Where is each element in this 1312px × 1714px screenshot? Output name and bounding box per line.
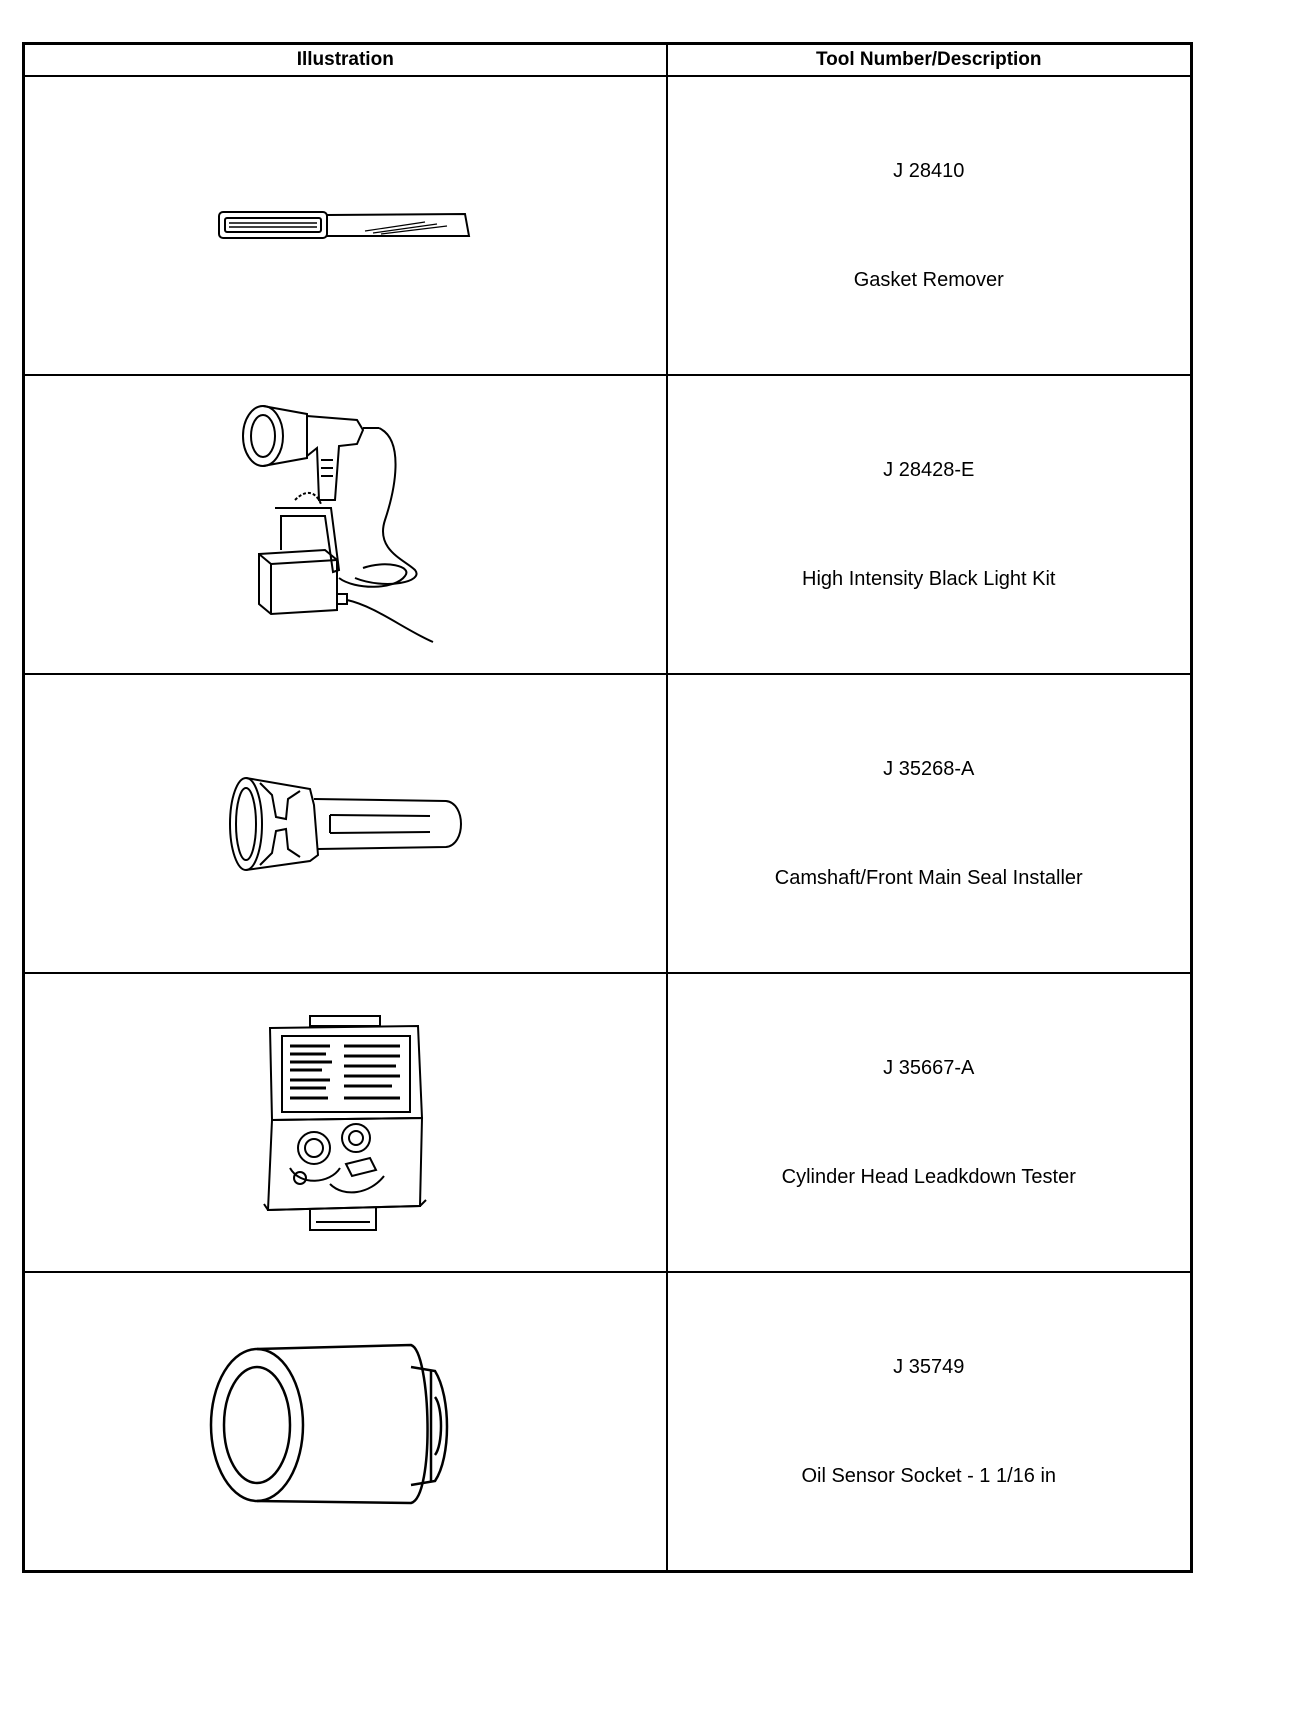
tool-description-cell (667, 973, 1192, 1272)
gasket-remover-icon (215, 206, 475, 246)
header-tool-description: Tool Number/Description (667, 44, 1192, 77)
tool-description: High Intensity Black Light Kit (802, 567, 1056, 590)
oil-sensor-socket-icon (205, 1337, 485, 1507)
illustration-cell (24, 674, 667, 973)
illustration-cell (24, 76, 667, 375)
table-header-row (24, 44, 1192, 77)
tool-number: J 28410 (893, 159, 965, 182)
tool-number: J 35667-A (883, 1056, 975, 1079)
table-row (24, 1272, 1192, 1572)
tool-table (22, 42, 1193, 1573)
tool-description-cell (667, 375, 1192, 674)
tool-number: J 35268-A (883, 757, 975, 780)
tool-description: Camshaft/Front Main Seal Installer (774, 866, 1083, 889)
tool-description-cell (667, 1272, 1192, 1572)
table-row (24, 973, 1192, 1272)
tool-description: Cylinder Head Leadkdown Tester (781, 1165, 1076, 1188)
table-row (24, 375, 1192, 674)
tool-number: J 28428-E (883, 458, 975, 481)
illustration-cell (24, 1272, 667, 1572)
leakdown-tester-icon (260, 1008, 430, 1238)
tool-description-cell (667, 76, 1192, 375)
black-light-kit-icon (235, 400, 455, 650)
illustration-cell (24, 973, 667, 1272)
tool-description-cell (667, 674, 1192, 973)
table-row (24, 674, 1192, 973)
illustration-cell (24, 375, 667, 674)
tool-description: Gasket Remover (853, 268, 1004, 291)
tool-description: Oil Sensor Socket - 1 1/16 in (801, 1464, 1057, 1487)
seal-installer-icon (220, 769, 470, 879)
table-row (24, 76, 1192, 375)
header-illustration: Illustration (24, 44, 667, 77)
tool-number: J 35749 (893, 1355, 965, 1378)
